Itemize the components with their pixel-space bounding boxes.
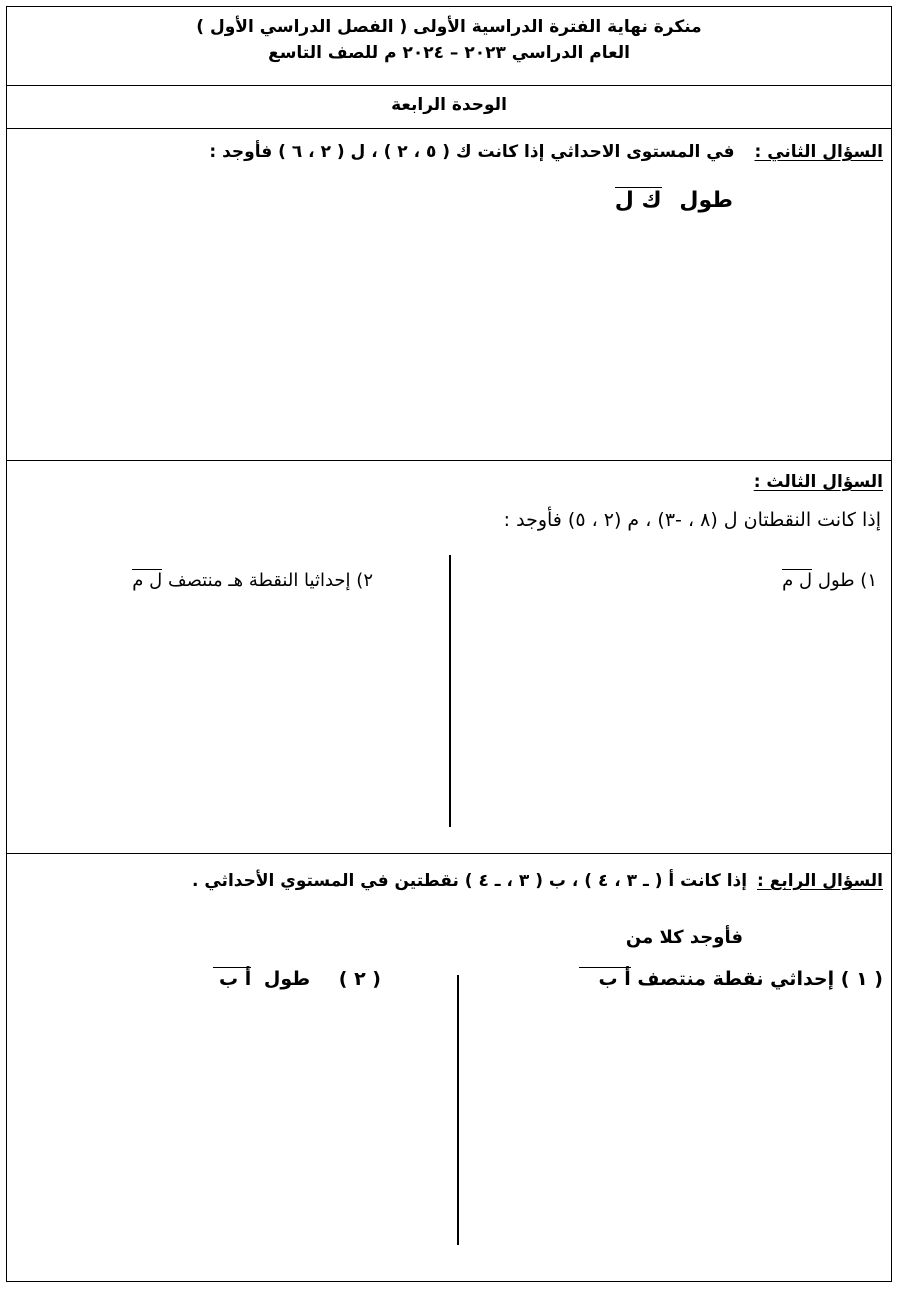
item-number: ١) <box>860 570 877 591</box>
divider <box>7 85 891 86</box>
unit-title: الوحدة الرابعة <box>391 95 507 115</box>
item-prefix: طول <box>817 570 855 591</box>
item-number: ( ١ ) <box>840 968 883 990</box>
question-4-item-1 <box>579 967 883 990</box>
segment-ab: أ ب <box>213 967 251 989</box>
exam-sheet <box>6 6 892 1282</box>
segment-lm: ل م <box>132 570 163 591</box>
divider <box>7 460 891 461</box>
column-divider <box>457 975 459 1245</box>
question-2-label: السؤال الثاني : <box>754 142 883 162</box>
segment-kl: ك ل <box>614 188 662 213</box>
segment-lm: ل م <box>782 570 813 591</box>
question-4-heading <box>192 871 883 891</box>
item-number: ٢) <box>356 570 373 591</box>
question-4-find: فأوجد كلا من <box>625 927 743 948</box>
item-prefix: إحداثي نقطة منتصف <box>637 968 835 990</box>
item-number: ( ٢ ) <box>338 968 381 990</box>
question-2-item <box>615 187 733 213</box>
question-4-item-2 <box>213 967 381 990</box>
question-3-item-1 <box>782 569 877 591</box>
divider <box>7 128 891 129</box>
question-4-text: إذا كانت أ ( ـ ٣ ، ٤ ) ، ب ( ٣ ، ـ ٤ ) نقطتين في المستوي الأحداثي . <box>191 871 748 891</box>
header-subtitle: العام الدراسي ٢٠٢٣ – ٢٠٢٤ م للصف التاسع <box>268 43 630 63</box>
question-2-heading <box>209 142 883 162</box>
header-title: منكرة نهاية الفترة الدراسية الأولى ( الفصل الدراسي الأول ) <box>196 17 702 37</box>
question-3-text: إذا كانت النقطتان ل (٨ ، -٣) ، م (٢ ، ٥) فأوجد : <box>503 509 881 531</box>
segment-ab: أ ب <box>579 967 631 989</box>
column-divider <box>449 555 451 827</box>
item-prefix: طول <box>679 188 733 213</box>
item-prefix: إحداثيا النقطة هـ منتصف <box>167 570 351 591</box>
question-3-item-2 <box>132 569 373 591</box>
question-3-label: السؤال الثالث : <box>753 472 883 492</box>
question-2-text: في المستوى الاحداثي إذا كانت ك ( ٥ ، ٢ ) ، ل ( ٢ ، ٦ ) فأوجد : <box>209 142 735 162</box>
question-4-label: السؤال الرابع : <box>757 871 883 891</box>
item-prefix: طول <box>263 968 311 990</box>
divider <box>7 853 891 854</box>
